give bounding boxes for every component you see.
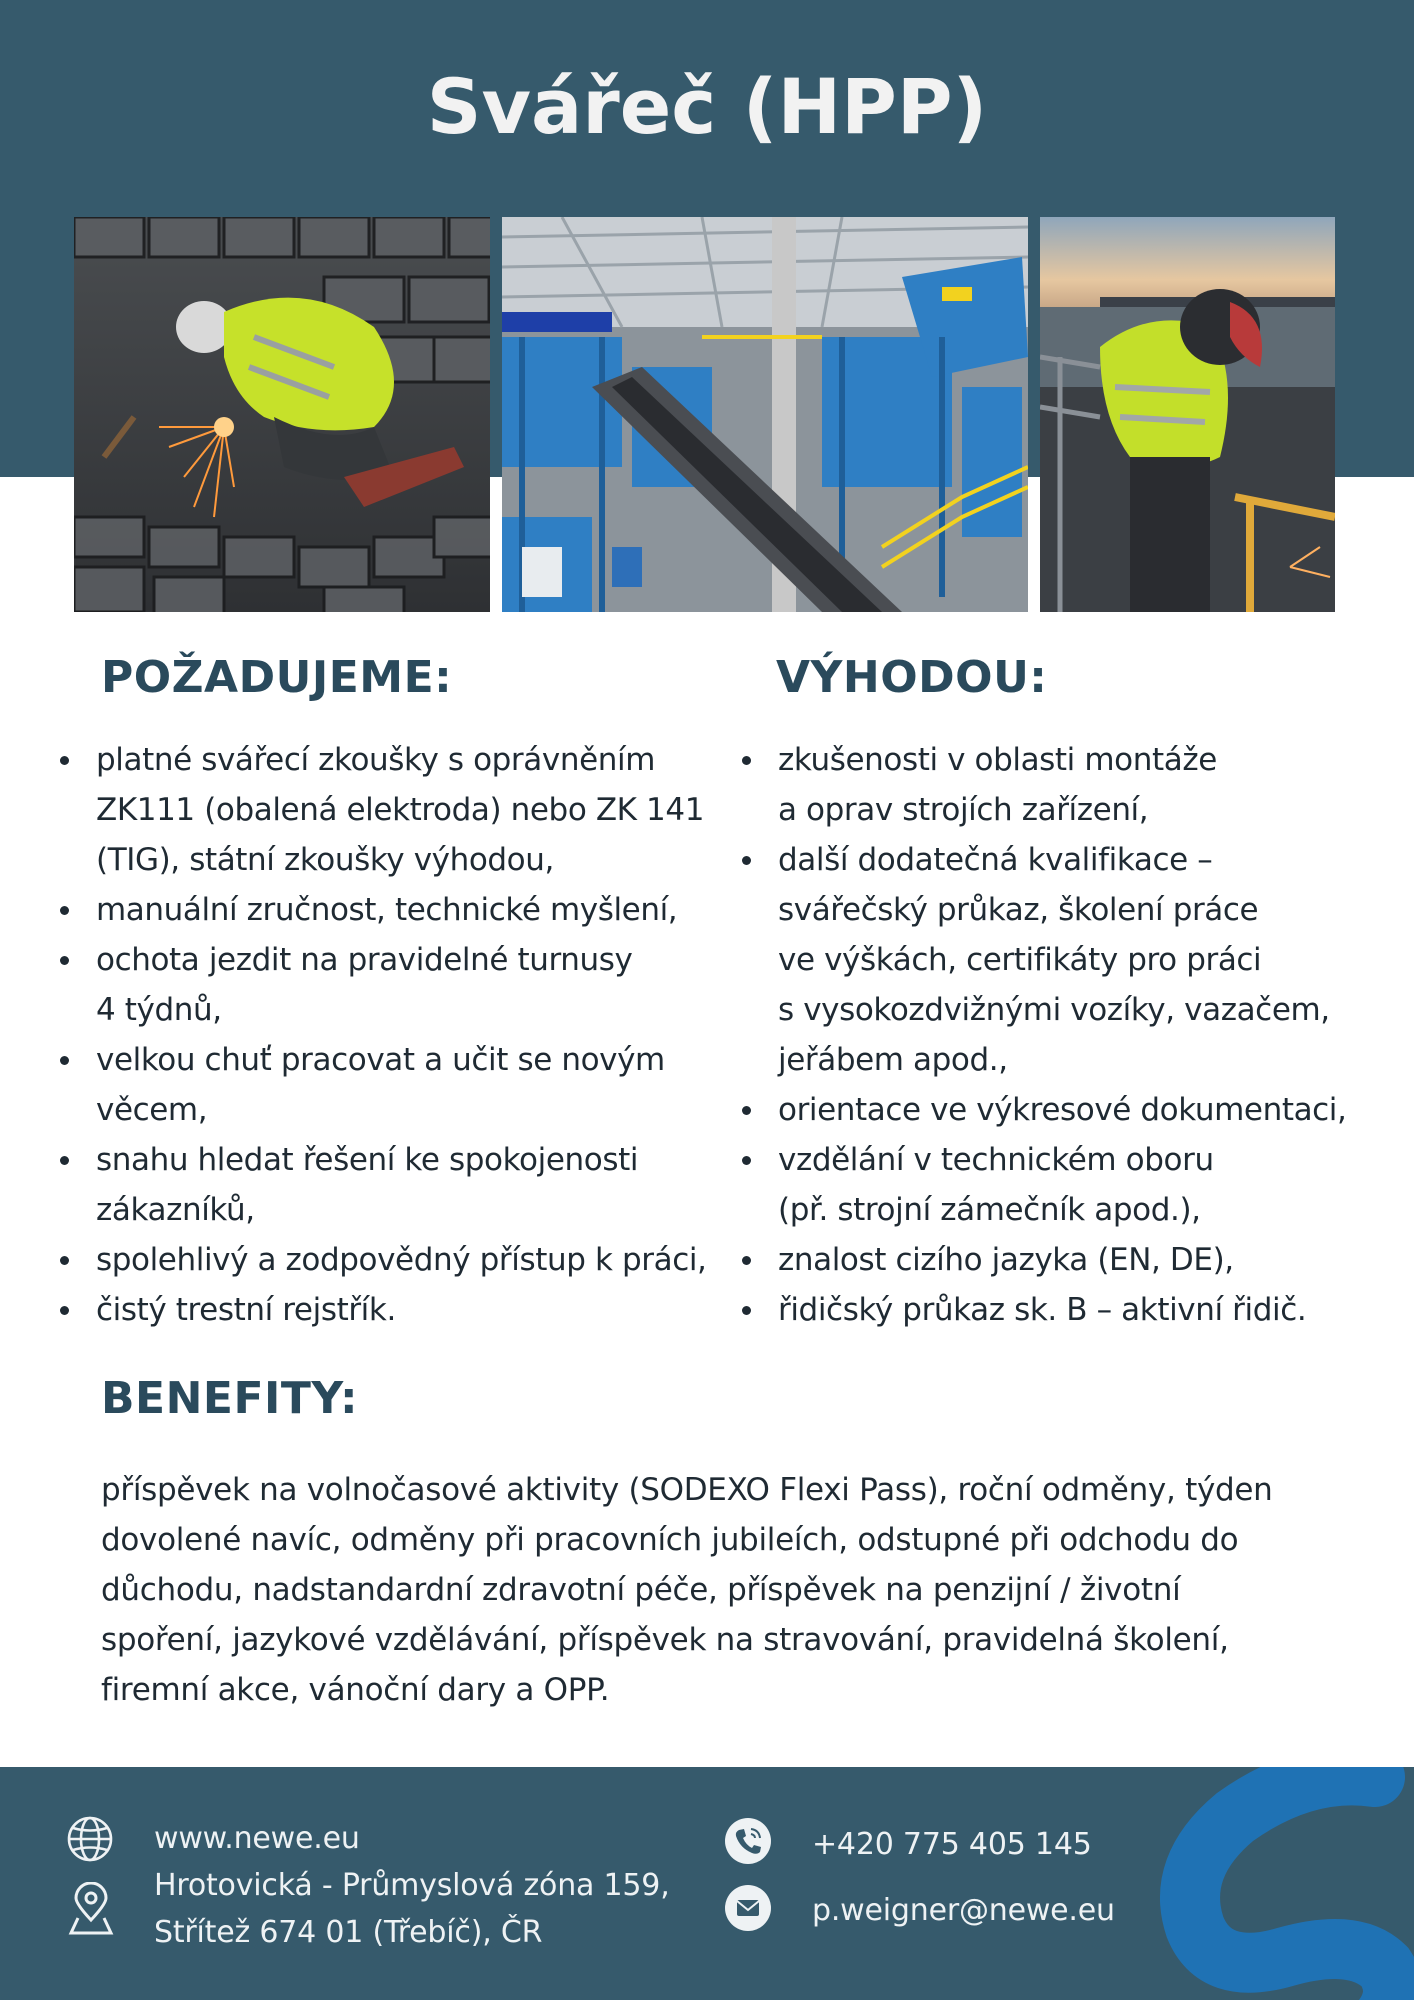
benefits-line: důchodu, nadstandardní zdravotní péče, příspěvek na penzijní / životní bbox=[101, 1572, 1181, 1608]
page-title: Svářeč (HPP) bbox=[426, 62, 988, 151]
advantages-heading: VÝHODOU: bbox=[776, 652, 1048, 703]
list-item-text: snahu hledat řešení ke spokojenosti bbox=[96, 1142, 639, 1178]
benefits-line: firemní akce, vánoční dary a OPP. bbox=[101, 1672, 610, 1708]
list-item bbox=[740, 735, 1400, 835]
welder-grinding-photo bbox=[74, 217, 490, 612]
list-item bbox=[58, 1235, 738, 1285]
address-line-2: Střítež 674 01 (Třebíč), ČR bbox=[154, 1915, 543, 1950]
list-item bbox=[58, 735, 738, 885]
benefits-line: příspěvek na volnočasové aktivity (SODEXO Flexi Pass), roční odměny, týden bbox=[101, 1472, 1273, 1508]
list-item-text: (TIG), státní zkoušky výhodou, bbox=[96, 842, 554, 878]
list-item-text: zkušenosti v oblasti montáže bbox=[778, 742, 1217, 778]
list-item-text: (př. strojní zámečník apod.), bbox=[778, 1192, 1201, 1228]
list-item-text: s vysokozdvižnými vozíky, vazačem, bbox=[778, 992, 1330, 1028]
list-item bbox=[740, 1285, 1400, 1335]
advantages-list bbox=[740, 735, 1400, 1335]
list-item bbox=[58, 935, 738, 1035]
list-item-text: svářečský průkaz, školení práce bbox=[778, 892, 1259, 928]
list-item-text: manuální zručnost, technické myšlení, bbox=[96, 892, 678, 928]
industrial-conveyor-plant-photo bbox=[502, 217, 1028, 612]
benefits-heading: BENEFITY: bbox=[101, 1373, 359, 1424]
list-item bbox=[740, 1085, 1400, 1135]
phone-link[interactable]: +420 775 405 145 bbox=[812, 1827, 1092, 1862]
list-item bbox=[740, 1235, 1400, 1285]
list-item-text: zákazníků, bbox=[96, 1192, 255, 1228]
address-line-1: Hrotovická - Průmyslová zóna 159, bbox=[154, 1868, 670, 1903]
list-item-text: čistý trestní rejstřík. bbox=[96, 1292, 396, 1328]
list-item-text: 4 týdnů, bbox=[96, 992, 222, 1028]
list-item-text: ZK111 (obalená elektroda) nebo ZK 141 bbox=[96, 792, 705, 828]
mail-icon bbox=[724, 1884, 772, 1932]
list-item-text: velkou chuť pracovat a učit se novým bbox=[96, 1042, 665, 1078]
globe-icon bbox=[66, 1815, 114, 1863]
list-item bbox=[58, 1135, 738, 1235]
benefits-line: dovolené navíc, odměny při pracovních jubileích, odstupné při odchodu do bbox=[101, 1522, 1239, 1558]
list-item-text: ve výškách, certifikáty pro práci bbox=[778, 942, 1262, 978]
list-item-text: jeřábem apod., bbox=[778, 1042, 1008, 1078]
requirements-heading: POŽADUJEME: bbox=[101, 652, 453, 703]
requirements-list bbox=[58, 735, 738, 1335]
list-item bbox=[58, 1285, 738, 1335]
phone-icon bbox=[724, 1817, 772, 1865]
list-item-text: spolehlivý a zodpovědný přístup k práci, bbox=[96, 1242, 707, 1278]
footer bbox=[0, 1767, 1414, 2000]
email-link[interactable]: p.weigner@newe.eu bbox=[812, 1893, 1115, 1928]
list-item-text: platné svářecí zkoušky s oprávněním bbox=[96, 742, 656, 778]
list-item-text: znalost cizího jazyka (EN, DE), bbox=[778, 1242, 1234, 1278]
company-logo bbox=[1125, 1767, 1414, 2000]
list-item-text: a oprav strojích zařízení, bbox=[778, 792, 1149, 828]
list-item-text: řidičský průkaz sk. B – aktivní řidič. bbox=[778, 1292, 1307, 1328]
list-item-text: orientace ve výkresové dokumentaci, bbox=[778, 1092, 1347, 1128]
list-item-text: další dodatečná kvalifikace – bbox=[778, 842, 1213, 878]
welder-at-height-photo bbox=[1040, 217, 1335, 612]
list-item bbox=[58, 885, 738, 935]
list-item-text: vzdělání v technickém oboru bbox=[778, 1142, 1214, 1178]
location-pin-icon bbox=[68, 1882, 114, 1936]
list-item bbox=[740, 1135, 1400, 1235]
list-item-text: ochota jezdit na pravidelné turnusy bbox=[96, 942, 633, 978]
benefits-paragraph bbox=[101, 1465, 1361, 1715]
list-item-text: věcem, bbox=[96, 1092, 208, 1128]
website-link[interactable]: www.newe.eu bbox=[154, 1821, 360, 1856]
list-item bbox=[58, 1035, 738, 1135]
benefits-line: spoření, jazykové vzdělávání, příspěvek na stravování, pravidelná školení, bbox=[101, 1622, 1229, 1658]
list-item bbox=[740, 835, 1400, 1085]
